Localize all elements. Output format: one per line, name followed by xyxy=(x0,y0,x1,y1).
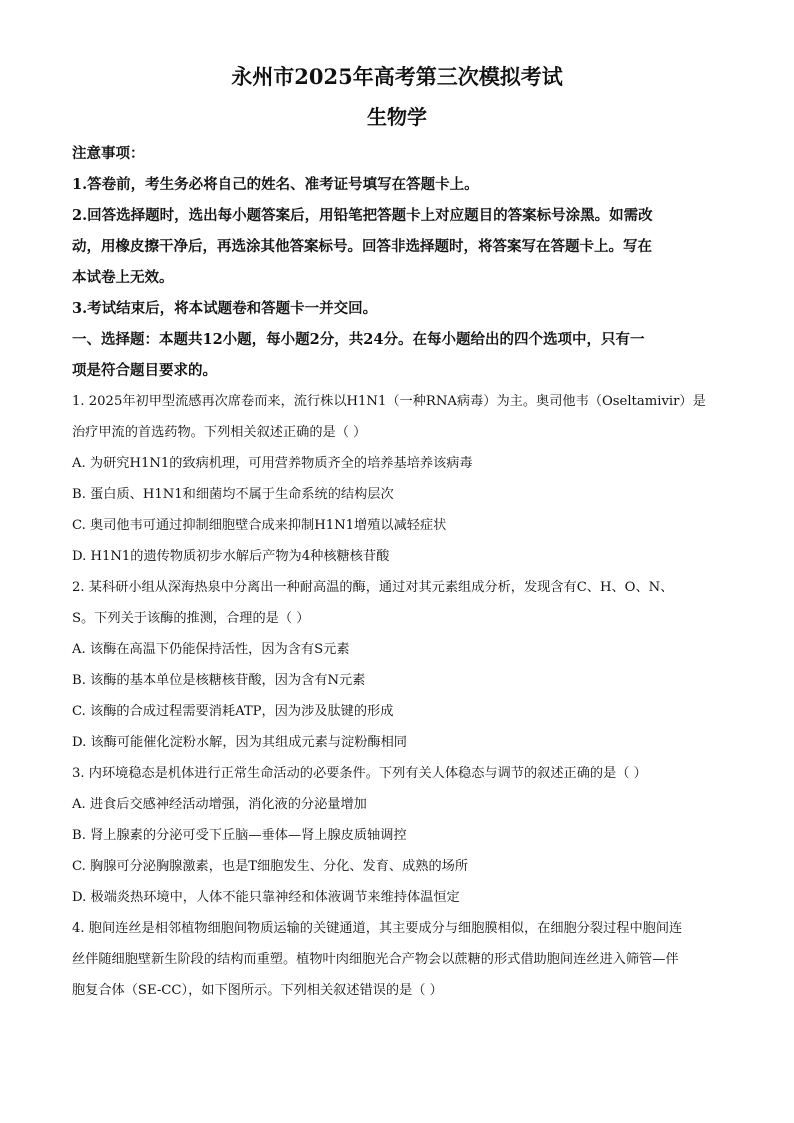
exam-title: 永州市2025年高考第三次模拟考试 xyxy=(231,64,563,89)
option-b: B. 该酶的基本单位是核糖核苷酸，因为含有N元素 xyxy=(72,673,366,688)
notice-item-2-line-1: 2.回答选择题时，选出每小题答案后，用铅笔把答题卡上对应题目的答案标号涂黑。如需改 xyxy=(72,207,653,224)
exam-page xyxy=(72,62,722,1006)
question-stem: S。下列关于该酶的推测，合理的是（ ） xyxy=(72,611,310,626)
notice-item-2-line-2: 动，用橡皮擦干净后，再选涂其他答案标号。回答非选择题时，将答案写在答题卡上。写在 xyxy=(72,238,652,255)
notice-item-1: 1.答卷前，考生务必将自己的姓名、准考证号填写在答题卡上。 xyxy=(72,176,479,193)
notice-item-2-line-3: 本试卷上无效。 xyxy=(72,269,174,286)
question-stem: 胞复合体（SE-CC），如下图所示。下列相关叙述错误的是（ ） xyxy=(72,983,443,998)
section-heading-line-1: 一、选择题：本题共12小题，每小题2分，共24分。在每小题给出的四个选项中，只有一 xyxy=(72,331,645,348)
option-d: D. 极端炎热环境中，人体不能只靠神经和体液调节来维持体温恒定 xyxy=(72,890,460,905)
notice-item-3: 3.考试结束后，将本试题卷和答题卡一并交回。 xyxy=(72,300,378,317)
section-heading-line-2: 项是符合题目要求的。 xyxy=(72,362,217,379)
question-stem: 治疗甲流的首选药物。下列相关叙述正确的是（ ） xyxy=(72,425,367,440)
option-a: A. 进食后交感神经活动增强，消化液的分泌量增加 xyxy=(72,797,367,812)
notice-heading: 注意事项： xyxy=(72,145,145,162)
option-b: B. 肾上腺素的分泌可受下丘脑—垂体—肾上腺皮质轴调控 xyxy=(72,828,407,843)
question-2 xyxy=(72,572,722,758)
option-c: C. 胸腺可分泌胸腺激素，也是T细胞发生、分化、发育、成熟的场所 xyxy=(72,859,469,874)
exam-subject: 生物学 xyxy=(367,105,427,129)
option-d: D. H1N1的遗传物质初步水解后产物为4种核糖核苷酸 xyxy=(72,549,390,564)
option-c: C. 奥司他韦可通过抑制细胞壁合成来抑制H1N1增殖以减轻症状 xyxy=(72,518,447,533)
question-stem: 2. 某科研小组从深海热泉中分离出一种耐高温的酶，通过对其元素组成分析，发现含有C、H、O、N、 xyxy=(72,580,674,595)
option-a: A. 该酶在高温下仍能保持活性，因为含有S元素 xyxy=(72,642,350,657)
question-stem: 1. 2025年初甲型流感再次席卷而来，流行株以H1N1（一种RNA病毒）为主。奥司他韦（Oseltamivir）是 xyxy=(72,394,706,409)
notice-section xyxy=(72,138,722,324)
option-b: B. 蛋白质、H1N1和细菌均不属于生命系统的结构层次 xyxy=(72,487,394,502)
question-1 xyxy=(72,386,722,572)
section-heading xyxy=(72,324,722,386)
option-a: A. 为研究H1N1的致病机理，可用营养物质齐全的培养基培养该病毒 xyxy=(72,456,473,471)
option-c: C. 该酶的合成过程需要消耗ATP，因为涉及肽键的形成 xyxy=(72,704,394,719)
question-4 xyxy=(72,913,722,1006)
question-stem: 3. 内环境稳态是机体进行正常生命活动的必要条件。下列有关人体稳态与调节的叙述正确的是（ ） xyxy=(72,766,647,781)
question-3 xyxy=(72,758,722,913)
question-stem: 4. 胞间连丝是相邻植物细胞间物质运输的关键通道，其主要成分与细胞膜相似，在细胞分裂过程中胞间连 xyxy=(72,921,683,936)
question-stem: 丝伴随细胞壁新生阶段的结构而重塑。植物叶肉细胞光合产物会以蔗糖的形式借助胞间连丝进入筛管—伴 xyxy=(72,952,679,967)
option-d: D. 该酶可能催化淀粉水解，因为其组成元素与淀粉酶相同 xyxy=(72,735,407,750)
